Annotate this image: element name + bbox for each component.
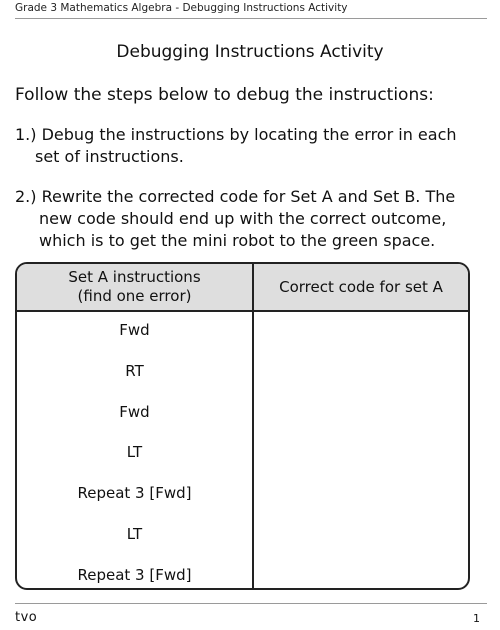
step-2-number: 2.): [15, 187, 37, 206]
tvo-logo: tvo: [15, 610, 38, 625]
instruction-item: LT: [126, 524, 143, 543]
instruction-list: [17, 320, 252, 590]
step-2: [15, 186, 485, 252]
document-header: [15, 0, 487, 19]
step-1: [15, 124, 485, 168]
footer-divider: [15, 603, 487, 604]
step-1-text: [15, 124, 485, 168]
set-a-header-line1: Set A instructions: [68, 268, 201, 286]
instruction-item: Repeat 3 [Fwd]: [77, 565, 192, 584]
page-title: Debugging Instructions Activity: [116, 42, 384, 62]
instruction-item: Fwd: [119, 321, 150, 339]
instruction-item: Repeat 3 [Fwd]: [77, 484, 192, 503]
intro-text: Follow the steps below to debug the instructions:: [15, 85, 434, 105]
step-2-body: Rewrite the corrected code for Set A and Set B. The new code should end up with the correct outcome, which is to get the mini robot to the green space.: [39, 187, 456, 250]
instruction-item: Fwd: [119, 402, 150, 421]
step-1-number: 1.): [15, 125, 37, 144]
set-a-instructions-cell: [17, 311, 253, 590]
page-number: 1: [473, 612, 480, 625]
header-text: Grade 3 Mathematics Algebra - Debugging Instructions Activity: [15, 2, 348, 14]
instructions-table: [15, 262, 470, 590]
instruction-item: RT: [125, 361, 144, 380]
step-2-text: [15, 186, 485, 252]
set-a-header: [17, 264, 253, 311]
step-1-body: Debug the instructions by locating the error in each set of instructions.: [35, 125, 457, 166]
set-a-header-line2: (find one error): [77, 287, 192, 305]
correct-code-header: Correct code for set A: [253, 264, 468, 311]
correct-code-answer-cell[interactable]: [253, 311, 468, 590]
instruction-item: LT: [126, 443, 143, 462]
